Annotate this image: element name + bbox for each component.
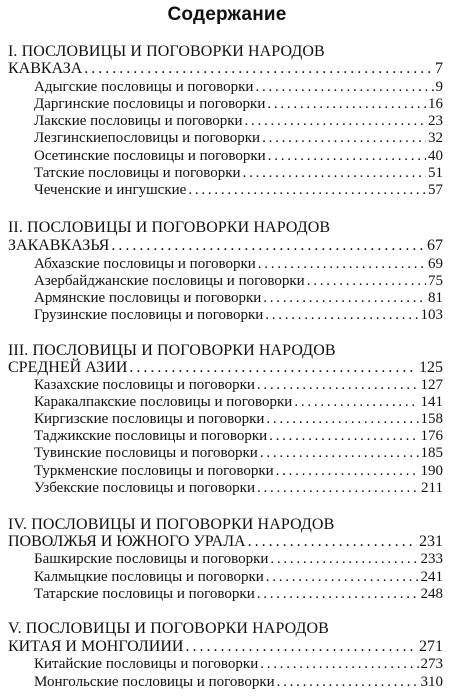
dot-leader: [268, 148, 426, 165]
page-number: 103: [420, 307, 443, 323]
toc-section-row[interactable]: [8, 237, 443, 255]
toc-entry[interactable]: [34, 307, 443, 324]
toc-entry[interactable]: [34, 273, 443, 290]
toc-entry-label: Татарские пословицы и поговорки: [34, 586, 255, 602]
page-number: 310: [420, 674, 443, 690]
dot-leader: [111, 237, 425, 255]
dot-leader: [188, 182, 426, 199]
dot-leader: [185, 638, 417, 656]
section-title: V. ПОСЛОВИЦЫ И ПОГОВОРКИ НАРОДОВ: [8, 620, 329, 637]
toc-entry-label: Абхазские пословицы и поговорки: [34, 256, 256, 272]
toc-entry[interactable]: [34, 182, 443, 199]
toc-entry[interactable]: [34, 256, 443, 273]
toc-entry-label: Туркменские пословицы и поговорки: [34, 463, 274, 479]
page-number: 185: [420, 445, 443, 461]
dot-leader: [257, 480, 419, 497]
dot-leader: [248, 533, 417, 551]
toc-entry[interactable]: [34, 130, 443, 147]
page-number: 233: [420, 551, 443, 567]
toc-section-row[interactable]: [8, 60, 443, 78]
dot-leader: [277, 674, 419, 691]
page-number: 231: [419, 533, 443, 550]
toc-section-label: ЗАКАВКАЗЬЯ: [8, 237, 110, 254]
toc-entry-label: Армянские пословицы и поговорки: [34, 290, 262, 306]
toc-entry[interactable]: [34, 148, 443, 165]
toc-entry-label: Лезгинскиепословицы и поговорки: [34, 130, 261, 146]
page-number: 248: [420, 586, 443, 602]
toc-entry[interactable]: [34, 411, 443, 428]
toc-entry-label: Азербайджанские пословицы и поговорки: [34, 273, 305, 289]
toc-entry-label: Киргизские пословицы и поговорки: [34, 411, 265, 427]
toc-entry-label: Башкирские пословицы и поговорки: [34, 551, 269, 567]
dot-leader: [245, 113, 426, 130]
dot-leader: [260, 445, 419, 462]
toc-entry[interactable]: [34, 113, 443, 130]
page-number: 190: [420, 463, 443, 479]
toc-entry-label: Монгольские пословицы и поговорки: [34, 674, 275, 690]
toc-entry[interactable]: [34, 394, 443, 411]
dot-leader: [262, 130, 426, 147]
toc-entry[interactable]: [34, 586, 443, 603]
toc-entry[interactable]: [34, 377, 443, 394]
dot-leader: [294, 394, 418, 411]
toc-entry-label: Адыгские пословицы и поговорки: [34, 79, 254, 95]
dot-leader: [276, 463, 419, 480]
dot-leader: [266, 569, 419, 586]
dot-leader: [84, 60, 433, 78]
page-number: 16: [428, 96, 443, 112]
toc-section-row[interactable]: [8, 359, 443, 377]
toc-entry[interactable]: [34, 79, 443, 96]
toc-entry[interactable]: [34, 480, 443, 497]
toc-entry[interactable]: [34, 656, 443, 673]
dot-leader: [258, 256, 426, 273]
toc-section-label: КАВКАЗА: [8, 60, 83, 77]
page-number: 81: [428, 290, 443, 306]
page-number: 241: [420, 569, 443, 585]
dot-leader: [243, 165, 426, 182]
page-number: 176: [420, 428, 443, 444]
toc-section-label: ПОВОЛЖЬЯ И ЮЖНОГО УРАЛА: [8, 533, 246, 550]
page-number: 69: [428, 256, 443, 272]
toc-entry-label: Даргинские пословицы и поговорки: [34, 96, 266, 112]
page-number: 127: [420, 377, 443, 393]
toc-entry-label: Узбекские пословицы и поговорки: [34, 480, 256, 496]
page-number: 57: [428, 182, 443, 198]
page-number: 9: [435, 79, 443, 95]
toc-entry[interactable]: [34, 290, 443, 307]
dot-leader: [129, 359, 417, 377]
toc-entry[interactable]: [34, 445, 443, 462]
toc-entry-label: Чеченские и ингушские: [34, 182, 187, 198]
page-number: 75: [428, 273, 443, 289]
dot-leader: [255, 79, 433, 96]
page-number: 158: [420, 411, 443, 427]
page-number: 273: [420, 656, 443, 672]
dot-leader: [265, 307, 418, 324]
page-number: 32: [428, 130, 443, 146]
page-number: 271: [419, 638, 443, 655]
toc-entry-label: Калмыцкие пословицы и поговорки: [34, 569, 264, 585]
toc-entry[interactable]: [34, 569, 443, 586]
page-number: 51: [428, 165, 443, 181]
toc-entry-label: Таджикские пословицы и поговорки: [34, 428, 268, 444]
toc-entry[interactable]: [34, 165, 443, 182]
section-title: I. ПОСЛОВИЦЫ И ПОГОВОРКИ НАРОДОВ: [8, 43, 325, 60]
page-title: Содержание: [167, 4, 287, 25]
dot-leader: [270, 551, 418, 568]
toc-entry[interactable]: [34, 96, 443, 113]
dot-leader: [257, 586, 419, 603]
toc-section-label: КИТАЯ И МОНГОЛИИИ: [8, 638, 184, 655]
section-title: III. ПОСЛОВИЦЫ И ПОГОВОРКИ НАРОДОВ: [8, 342, 336, 359]
toc-entry[interactable]: [34, 463, 443, 480]
dot-leader: [266, 411, 418, 428]
toc-entry-label: Каракалпакские пословицы и поговорки: [34, 394, 293, 410]
page-number: 67: [427, 237, 443, 254]
page-number: 23: [428, 113, 443, 129]
dot-leader: [307, 273, 426, 290]
toc-entry-label: Тувинские пословицы и поговорки: [34, 445, 258, 461]
toc-entry-label: Грузинские пословицы и поговорки: [34, 307, 264, 323]
toc-section-row[interactable]: [8, 533, 443, 551]
toc-entry-label: Татские пословицы и поговорки: [34, 165, 241, 181]
dot-leader: [263, 290, 426, 307]
toc-entry-label: Казахские пословицы и поговорки: [34, 377, 255, 393]
section-title: IV. ПОСЛОВИЦЫ И ПОГОВОРКИ НАРОДОВ: [8, 516, 335, 533]
toc-section-label: СРЕДНЕЙ АЗИИ: [8, 359, 128, 376]
dot-leader: [257, 377, 419, 394]
page-number: 40: [428, 148, 443, 164]
section-title: II. ПОСЛОВИЦЫ И ПОГОВОРКИ НАРОДОВ: [8, 219, 331, 236]
dot-leader: [267, 96, 426, 113]
page-number: 125: [419, 359, 443, 376]
dot-leader: [269, 428, 418, 445]
page-number: 211: [421, 480, 443, 496]
dot-leader: [260, 656, 418, 673]
toc-entry-label: Китайские пословицы и поговорки: [34, 656, 259, 672]
toc-entry[interactable]: [34, 428, 443, 445]
toc-entry-label: Лакские пословицы и поговорки: [34, 113, 243, 129]
page-number: 141: [420, 394, 443, 410]
toc-entry-label: Осетинские пословицы и поговорки: [34, 148, 266, 164]
toc-entry[interactable]: [34, 551, 443, 568]
toc-entry[interactable]: [34, 674, 443, 691]
page-number: 7: [435, 60, 443, 77]
toc-section-row[interactable]: [8, 638, 443, 656]
